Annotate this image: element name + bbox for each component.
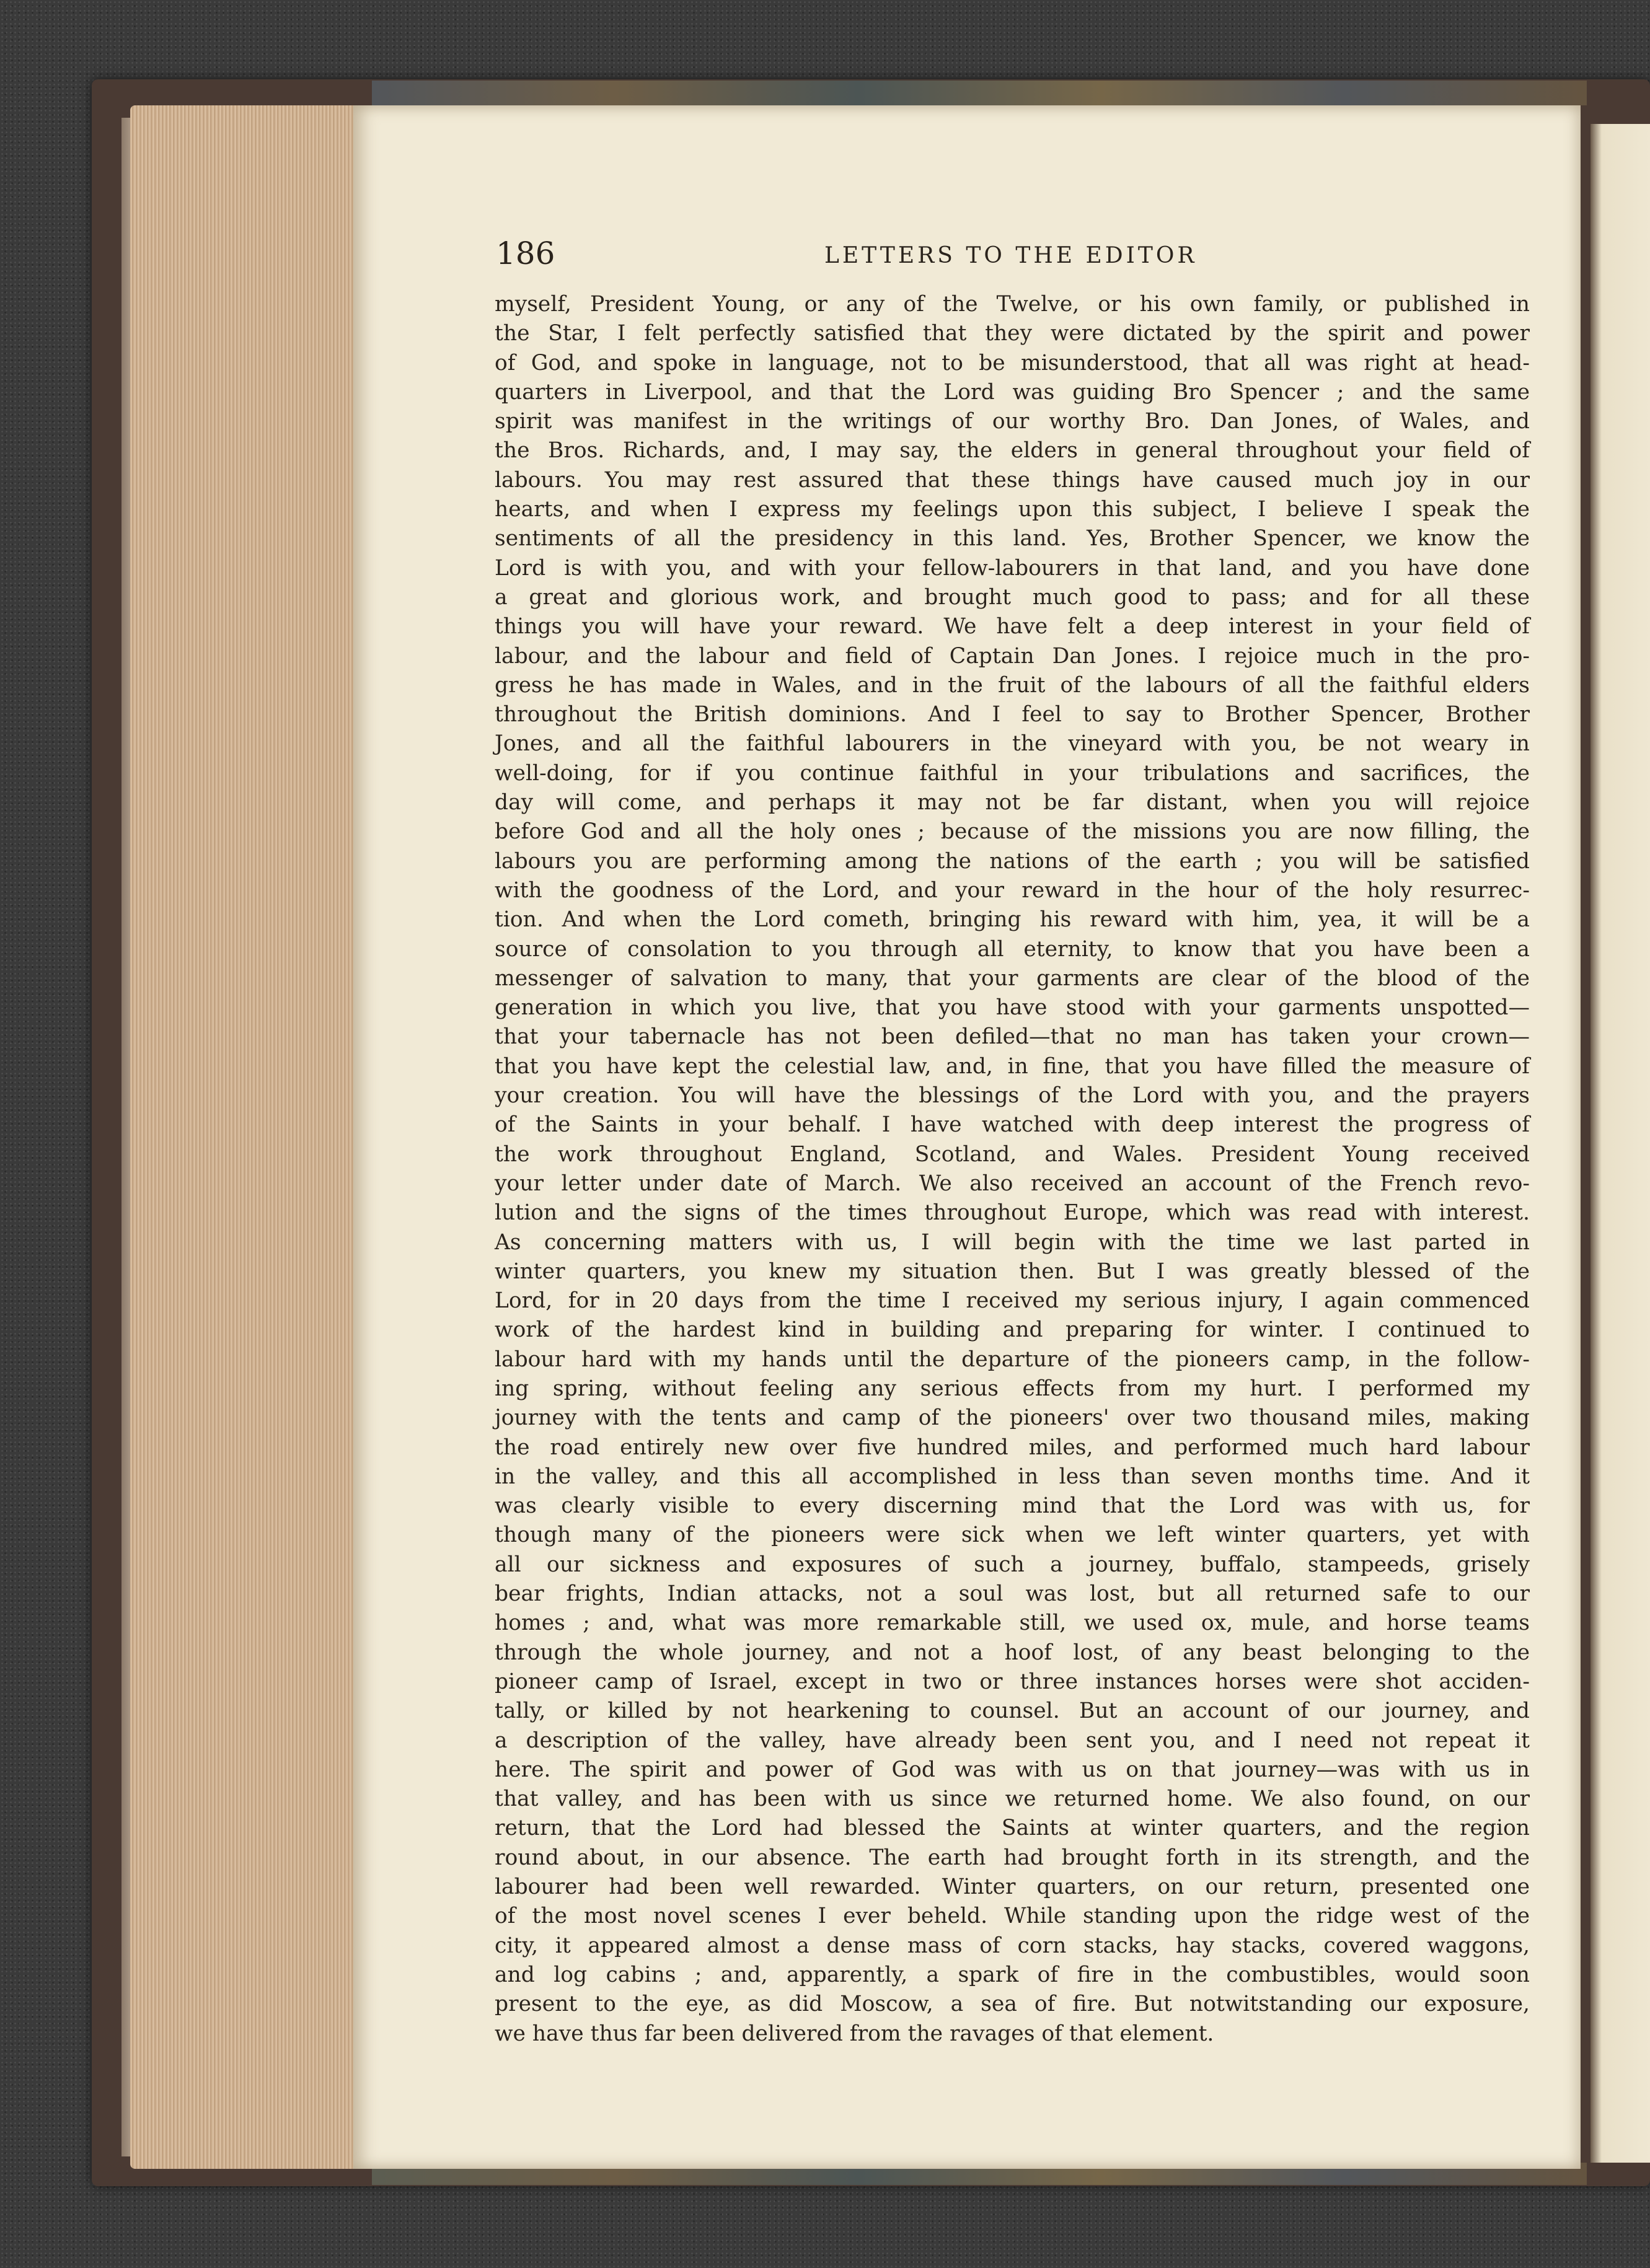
text-line: return, that the Lord had blessed the Saints at winter quarters, and the region: [495, 1816, 1530, 1841]
text-line: gress he has made in Wales, and in the fruit of the labours of all the faithful elders: [495, 672, 1530, 698]
text-line: labour, and the labour and field of Captain Dan Jones. I rejoice much in the pro-: [495, 643, 1530, 669]
text-line: pioneer camp of Israel, except in two or three instances horses were shot acciden-: [495, 1669, 1530, 1694]
text-line: well-doing, for if you continue faithful in your tribulations and sacrifices, the: [495, 760, 1530, 786]
text-line: sentiments of all the presidency in this land. Yes, Brother Spencer, we know the: [495, 526, 1530, 552]
text-line: the Bros. Richards, and, I may say, the elders in general throughout your field of: [495, 438, 1530, 464]
running-head-title: LETTERS TO THE EDITOR: [824, 243, 1198, 268]
text-line: through the whole journey, and not a hoof lost, of any beast belonging to the: [495, 1640, 1530, 1665]
text-line: the Star, I felt perfectly satisfied that they were dictated by the spirit and power: [495, 321, 1530, 346]
text-line: that valley, and has been with us since we returned home. We also found, on our: [495, 1787, 1530, 1812]
text-line: the work throughout England, Scotland, and Wales. President Young received: [495, 1141, 1530, 1167]
text-line: though many of the pioneers were sick when we left winter quarters, yet with: [495, 1523, 1530, 1548]
text-line: all our sickness and exposures of such a journey, buffalo, stampeeds, grisely: [495, 1552, 1530, 1577]
text-line: journey with the tents and camp of the pioneers' over two thousand miles, making: [495, 1405, 1530, 1431]
text-line: lution and the signs of the times throughout Europe, which was read with interest.: [495, 1200, 1530, 1226]
text-line: tally, or killed by not hearkening to counsel. But an account of our journey, and: [495, 1699, 1530, 1724]
body-text: [495, 290, 1530, 2049]
marbled-edge-top: [372, 81, 1587, 105]
text-line: things you will have your reward. We have felt a deep interest in your field of: [495, 614, 1530, 640]
facing-page-edge: [1590, 124, 1650, 2163]
page-number: 186: [496, 235, 555, 271]
text-line: of God, and spoke in language, not to be misunderstood, that all was right at head-: [495, 350, 1530, 376]
text-line: present to the eye, as did Moscow, a sea of fire. But notwitstanding our exposure,: [495, 1992, 1530, 2017]
text-line: ing spring, without feeling any serious effects from my hurt. I performed my: [495, 1376, 1530, 1401]
running-head: [496, 235, 1531, 273]
text-line: homes ; and, what was more remarkable still, we used ox, mule, and horse teams: [495, 1611, 1530, 1636]
text-line: round about, in our absence. The earth had brought forth in its strength, and the: [495, 1845, 1530, 1870]
text-line: Lord, for in 20 days from the time I received my serious injury, I again commenced: [495, 1288, 1530, 1314]
text-line: of the most novel scenes I ever beheld. While standing upon the ridge west of the: [495, 1904, 1530, 1929]
text-line: generation in which you live, that you have stood with your garments unspotted—: [495, 995, 1530, 1021]
text-line: before God and all the holy ones ; because of the missions you are now filling, the: [495, 819, 1530, 845]
text-line: your creation. You will have the blessings of the Lord with you, and the prayers: [495, 1083, 1530, 1109]
text-line: labourer had been well rewarded. Winter quarters, on our return, presented one: [495, 1875, 1530, 1900]
text-line: work of the hardest kind in building and preparing for winter. I continued to: [495, 1317, 1530, 1343]
text-line: messenger of salvation to many, that your garments are clear of the blood of the: [495, 965, 1530, 991]
text-line: winter quarters, you knew my situation then. But I was greatly blessed of the: [495, 1259, 1530, 1284]
text-line: Lord is with you, and with your fellow-labourers in that land, and you have done: [495, 555, 1530, 581]
text-line: tion. And when the Lord cometh, bringing his reward with him, yea, it will be a: [495, 907, 1530, 933]
text-line: source of consolation to you through all eternity, to know that you have been a: [495, 936, 1530, 962]
text-line: that your tabernacle has not been defiled—that no man has taken your crown—: [495, 1024, 1530, 1050]
text-line: was clearly visible to every discerning mind that the Lord was with us, for: [495, 1493, 1530, 1519]
text-line: your letter under date of March. We also received an account of the French revo-: [495, 1171, 1530, 1196]
text-line: labours. You may rest assured that these things have caused much joy in our: [495, 467, 1530, 493]
text-line: throughout the British dominions. And I feel to say to Brother Spencer, Brother: [495, 702, 1530, 727]
text-line: As concerning matters with us, I will begin with the time we last parted in: [495, 1229, 1530, 1255]
text-line: a great and glorious work, and brought much good to pass; and for all these: [495, 584, 1530, 610]
page-stack: [130, 105, 353, 2169]
text-line: Jones, and all the faithful labourers in the vineyard with you, be not weary in: [495, 731, 1530, 757]
text-line: labour hard with my hands until the departure of the pioneers camp, in the follow-: [495, 1347, 1530, 1372]
text-line: bear frights, Indian attacks, not a soul was lost, but all returned safe to our: [495, 1581, 1530, 1607]
text-line: hearts, and when I express my feelings upon this subject, I believe I speak the: [495, 497, 1530, 522]
text-line: city, it appeared almost a dense mass of corn stacks, hay stacks, covered waggons,: [495, 1933, 1530, 1958]
text-line: quarters in Liverpool, and that the Lord was guiding Bro Spencer ; and the same: [495, 379, 1530, 405]
text-line: day will come, and perhaps it may not be far distant, when you will rejoice: [495, 790, 1530, 815]
text-line: a description of the valley, have already been sent you, and I need not repeat it: [495, 1728, 1530, 1753]
text-line: myself, President Young, or any of the Twelve, or his own family, or published in: [495, 292, 1530, 317]
text-line: of the Saints in your behalf. I have watched with deep interest the progress of: [495, 1112, 1530, 1138]
text-line: we have thus far been delivered from the ravages of that element.: [495, 2021, 1214, 2046]
text-line: spirit was manifest in the writings of our worthy Bro. Dan Jones, of Wales, and: [495, 409, 1530, 434]
text-line: in the valley, and this all accomplished in less than seven months time. And it: [495, 1464, 1530, 1489]
text-line: and log cabins ; and, apparently, a spark of fire in the combustibles, would soon: [495, 1962, 1530, 1987]
text-line: the road entirely new over five hundred miles, and performed much hard labour: [495, 1435, 1530, 1460]
text-line: labours you are performing among the nations of the earth ; you will be satisfied: [495, 848, 1530, 874]
text-line: that you have kept the celestial law, and, in fine, that you have filled the measure of: [495, 1053, 1530, 1079]
text-line: here. The spirit and power of God was with us on that journey—was with us in: [495, 1757, 1530, 1782]
text-line: with the goodness of the Lord, and your reward in the hour of the holy resurrec-: [495, 877, 1530, 903]
